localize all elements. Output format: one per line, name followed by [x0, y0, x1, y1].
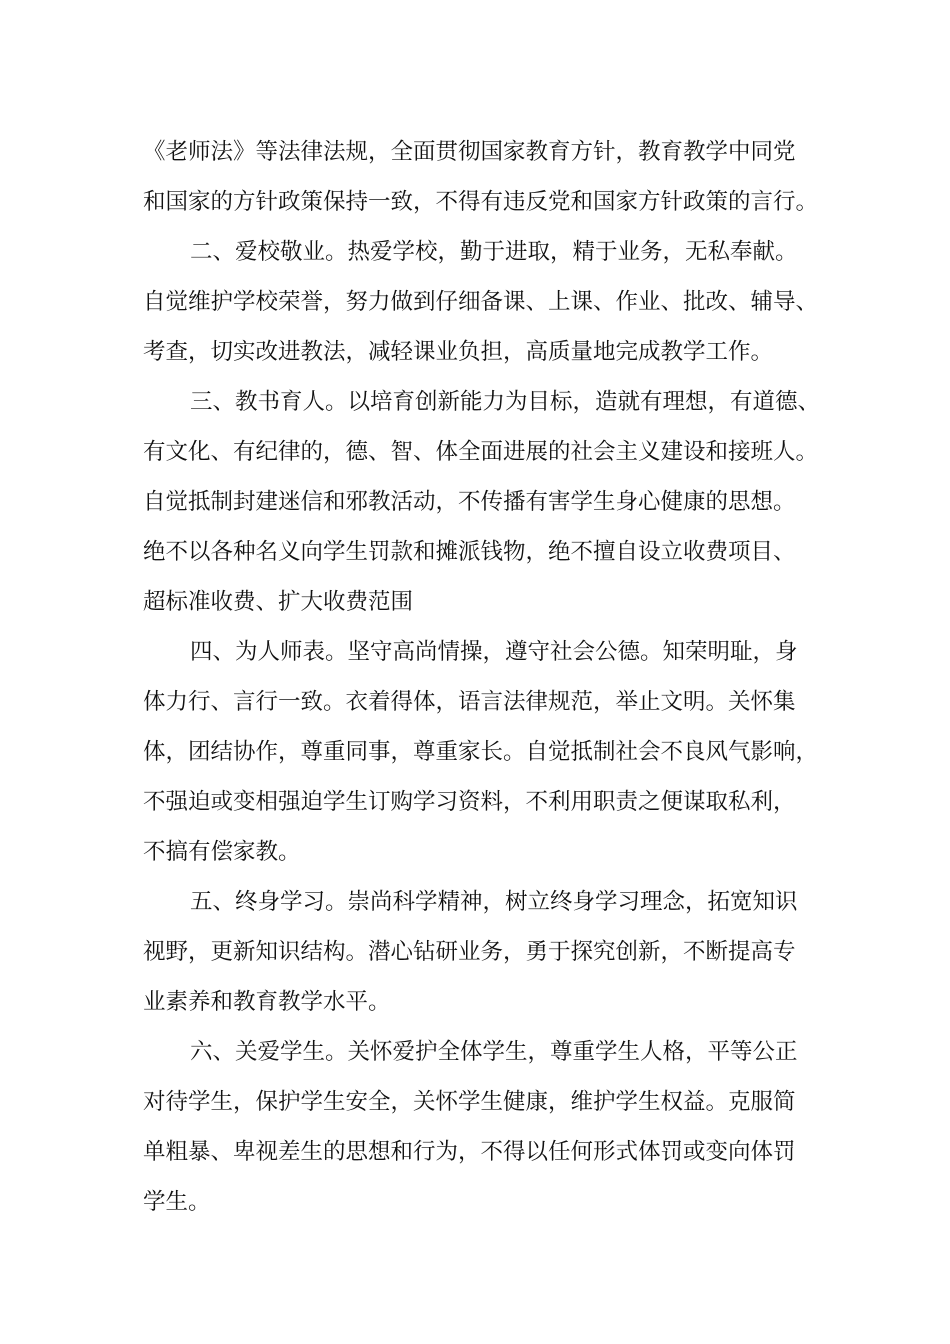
text-line: 《老师法》等法律法规，全面贯彻国家教育方针，教育教学中同党 — [143, 139, 796, 165]
text-line: 体力行、言行一致。衣着得体，语言法律规范，举止文明。关怀集 — [143, 689, 796, 715]
text-line: 视野，更新知识结构。潜心钻研业务，勇于探究创新，不断提高专 — [143, 939, 796, 965]
text-line: 学生。 — [143, 1189, 211, 1215]
text-line: 绝不以各种名义向学生罚款和摊派钱物，绝不擅自设立收费项目、 — [143, 539, 796, 565]
text-line: 业素养和教育教学水平。 — [143, 989, 391, 1015]
text-line: 有文化、有纪律的，德、智、体全面进展的社会主义建设和接班人。 — [143, 439, 819, 465]
section-2-heading-line: 二、爱校敬业。热爱学校，勤于进取，精于业务，无私奉献。 — [190, 239, 798, 265]
text-line: 自觉维护学校荣誉，努力做到仔细备课、上课、作业、批改、辅导、 — [143, 289, 819, 315]
section-4-heading-line: 四、为人师表。坚守高尚情操，遵守社会公德。知荣明耻，身 — [190, 639, 798, 665]
section-3-heading-line: 三、教书育人。以培育创新能力为目标，造就有理想，有道德、 — [190, 389, 821, 415]
text-line: 自觉抵制封建迷信和邪教活动，不传播有害学生身心健康的思想。 — [143, 489, 796, 515]
text-line: 和国家的方针政策保持一致，不得有违反党和国家方针政策的言行。 — [143, 189, 819, 215]
section-5-heading-line: 五、终身学习。崇尚科学精神，树立终身学习理念，拓宽知识 — [190, 889, 798, 915]
text-line: 不搞有偿家教。 — [143, 839, 301, 865]
text-line: 超标准收费、扩大收费范围 — [143, 589, 414, 615]
text-line: 不强迫或变相强迫学生订购学习资料，不利用职责之便谋取私利， — [143, 789, 796, 815]
text-line: 对待学生，保护学生安全，关怀学生健康，维护学生权益。克服简 — [143, 1089, 796, 1115]
text-line: 体，团结协作，尊重同事，尊重家长。自觉抵制社会不良风气影响， — [143, 739, 819, 765]
section-6-heading-line: 六、关爱学生。关怀爱护全体学生，尊重学生人格，平等公正 — [190, 1039, 798, 1065]
text-line: 单粗暴、卑视差生的思想和行为，不得以任何形式体罚或变向体罚 — [143, 1139, 796, 1165]
text-line: 考查，切实改进教法，减轻课业负担，高质量地完成教学工作。 — [143, 339, 774, 365]
